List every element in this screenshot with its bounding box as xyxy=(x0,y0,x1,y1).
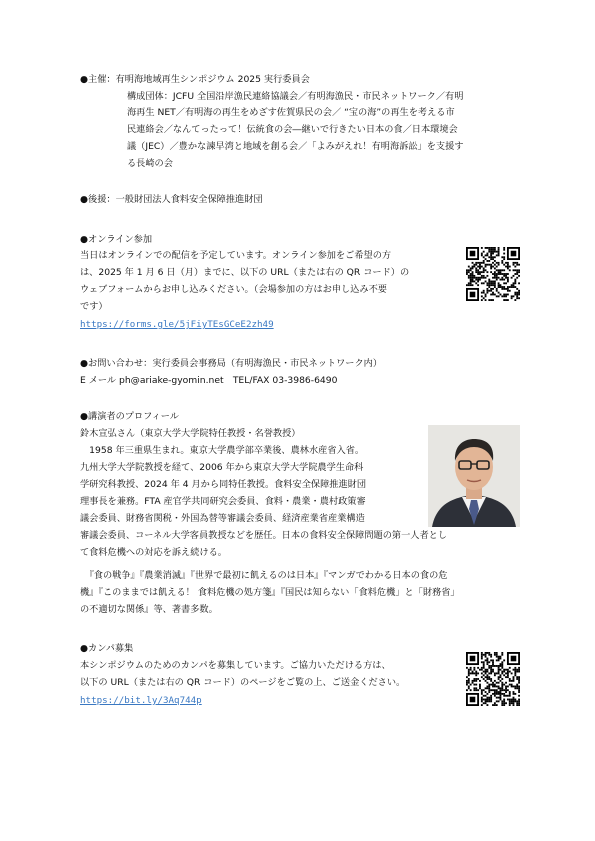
online-line-3: ウェブフォームからお申し込みください。（会場参加の方はお申し込み不要 xyxy=(80,284,387,295)
online-heading: ●オンライン参加 xyxy=(80,234,153,245)
organizer-heading: ●主催：有明海地域再生シンポジウム 2025 実行委員会 xyxy=(80,74,310,85)
profile-line-7: て食料危機への対応を訴え続ける。 xyxy=(80,547,227,558)
online-line-4: です） xyxy=(80,301,108,312)
online-form-link[interactable]: https://forms.gle/5jFiyTEsGCeE2zh49 xyxy=(80,319,274,330)
organizer-members-line-4: 議（JEC）／豊かな諫早湾と地域を創る会／「よみがえれ！有明海訴訟」を支援す xyxy=(127,141,464,152)
donation-line-2: 以下の URL（または右の QR コード）のページをご覧の上、ご送金ください。 xyxy=(80,677,406,688)
contact-line: E メール ph@ariake-gyomin.net TEL/FAX 03-3986-6490 xyxy=(80,375,338,386)
organizer-members-line-3: 民連絡会／なんてったって！伝統食の会―継いで行きたい日本の食／日本環境会 xyxy=(127,124,458,135)
contact-heading: ●お問い合わせ：実行委員会事務局（有明海漁民・市民ネットワーク内） xyxy=(80,358,383,369)
qr-code-icon xyxy=(466,652,520,706)
profile-line-4: 理事長を兼務。FTA 産官学共同研究会委員、食料・農業・農村政策審 xyxy=(80,496,366,507)
profile-line-5: 議会委員、財務省関税・外国為替等審議会委員、経済産業省産業構造 xyxy=(80,513,365,524)
profile-line-10: の不適切な関係』等、著書多数。 xyxy=(80,604,218,615)
organizer-members-line-5: る長崎の会 xyxy=(127,158,173,169)
organizer-members-line-1: 構成団体：JCFU 全国沿岸漁民連絡協議会／有明海漁民・市民ネットワーク／有明 xyxy=(127,91,464,102)
profile-line-8: 『食の戦争』『農業消滅』『世界で最初に飢えるのは日本』『マンガでわかる日本の食の危 xyxy=(80,570,448,581)
speaker-name: 鈴木宣弘さん（東京大学大学院特任教授・名誉教授） xyxy=(80,428,301,439)
profile-line-9: 機』『このままでは飢える！ 食料危機の処方箋』『国民は知らない「食料危機」と「財務省」 xyxy=(80,587,460,598)
profile-line-3: 学研究科教授、2024 年 4 月から同特任教授。食料安全保障推進財団 xyxy=(80,479,367,490)
profile-heading: ●講演者のプロフィール xyxy=(80,411,179,422)
sponsor-heading: ●後援：一般財団法人食料安全保障推進財団 xyxy=(80,194,263,205)
profile-line-6: 審議会委員、コーネル大学客員教授などを歴任。日本の食料安全保障問題の第一人者とし xyxy=(80,530,448,541)
profile-line-2: 九州大学大学院教授を経て、2006 年から東京大学大学院農学生命科 xyxy=(80,462,364,473)
speaker-photo xyxy=(428,425,520,527)
online-line-2: は、2025 年 1 月 6 日（月）までに、以下の URL（または右の QR コード）の xyxy=(80,267,410,278)
donation-heading: ●カンパ募集 xyxy=(80,643,134,654)
donation-line-1: 本シンポジウムのためのカンパを募集しています。ご協力いただける方は、 xyxy=(80,660,391,671)
organizer-members-line-2: 海再生 NET／有明海の再生をめざす佐賀県民の会／ “宝の海”の再生を考える市 xyxy=(127,107,455,118)
profile-line-1: 1958 年三重県生まれ。東京大学農学部卒業後、農林水産省入省。 xyxy=(80,445,365,456)
online-line-1: 当日はオンラインでの配信を予定しています。オンライン参加をご希望の方 xyxy=(80,250,392,261)
donation-link[interactable]: https://bit.ly/3Aq744p xyxy=(80,695,202,706)
qr-code-icon xyxy=(466,247,520,301)
